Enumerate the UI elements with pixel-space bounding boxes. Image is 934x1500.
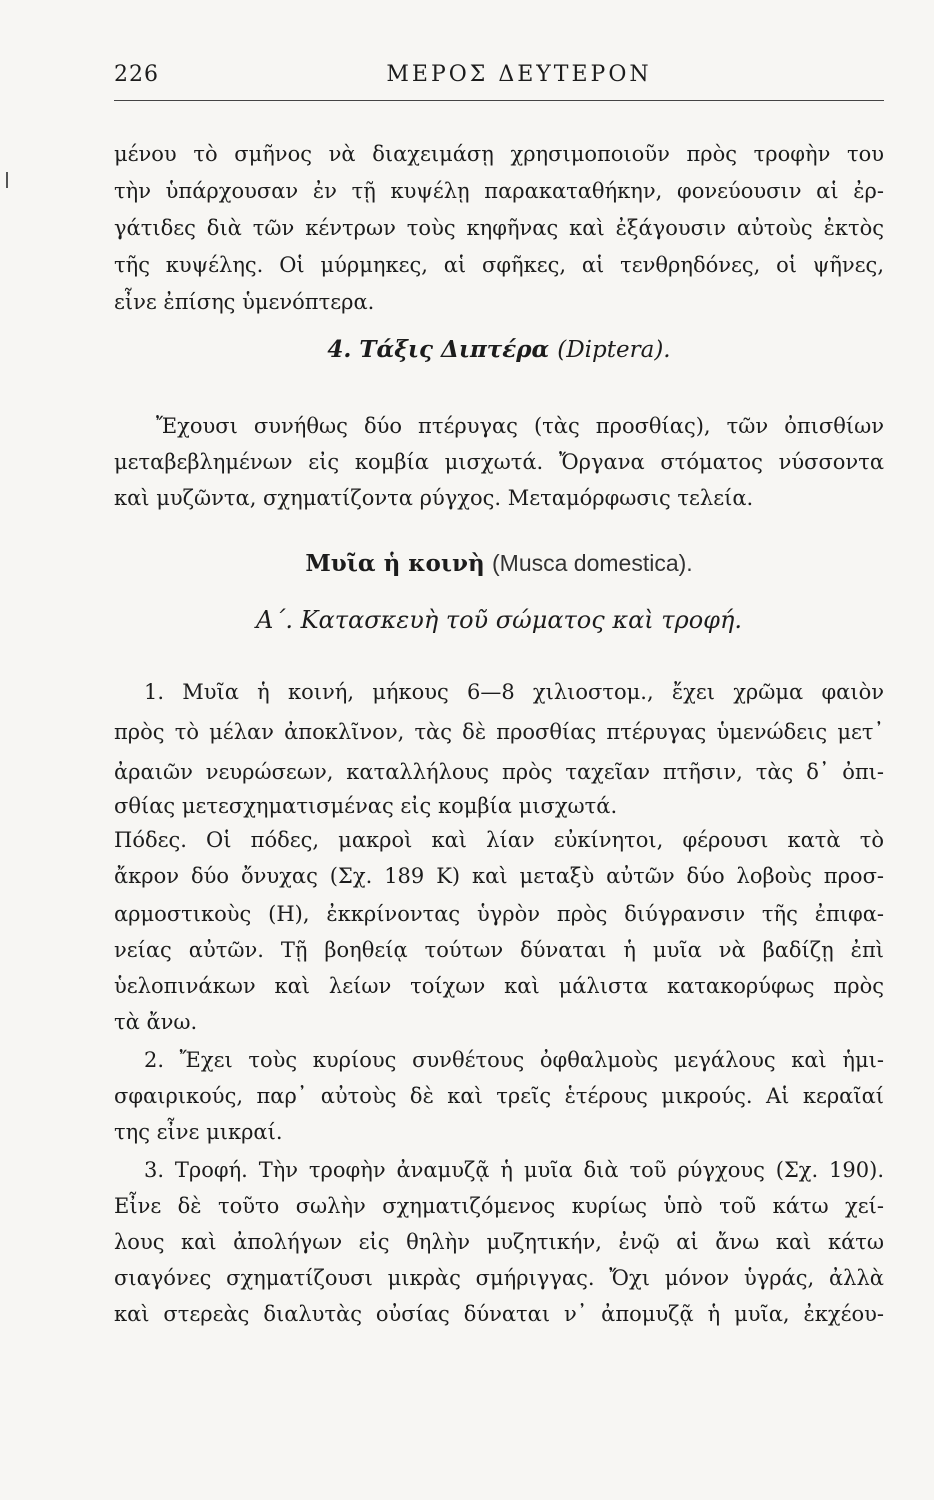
page-header xyxy=(114,62,884,96)
order-line-1: Ἔχουσι συνήθως δύο πτέρυγας (τὰς προσθίας), τῶν ὀπισθίων xyxy=(156,414,884,438)
body-line-7: αρμοστικοὺς (Η), ἐκκρίνοντας ὑγρὸν πρὸς διύγρανσιν τῆς ἐπιφα- xyxy=(114,902,884,926)
body-line-3: ἀραιῶν νευρώσεων, καταλλήλους πρὸς ταχεῖαν πτῆσιν, τὰς δ᾽ ὀπι- xyxy=(114,760,884,784)
order-line-3: καὶ μυζῶντα, σχηματίζοντα ρύγχος. Μεταμόρφωσις τελεία. xyxy=(114,486,754,510)
running-head: ΜΕΡΟΣ ΔΕΥΤΕΡΟΝ xyxy=(386,62,652,87)
intro-line-4: τῆς κυψέλης. Οἱ μύρμηκες, αἱ σφῆκες, αἱ τενθρηδόνες, οἱ ψῆνες, xyxy=(114,253,884,277)
body-line-10: τὰ ἄνω. xyxy=(114,1010,198,1034)
body-line-1: 1. Μυῖα ἡ κοινή, μήκους 6—8 χιλιοστομ., ἔχει χρῶμα φαιὸν xyxy=(144,680,884,704)
species-heading xyxy=(114,550,884,577)
body-line-18: καὶ στερεὰς διαλυτὰς οὐσίας δύναται ν᾽ ἀπομυζᾷ ἡ μυῖα, ἐκχέου- xyxy=(114,1302,884,1326)
order-heading-greek: 4. Τάξις Διπτέρα xyxy=(327,336,550,363)
intro-line-1: μένου τὸ σμῆνος νὰ διαχειμάσῃ χρησιμοποιοῦν πρὸς τροφὴν του xyxy=(114,142,884,166)
order-heading xyxy=(114,336,884,363)
body-line-9: ὑελοπινάκων καὶ λείων τοίχων καὶ μάλιστα κατακορύφως πρὸς xyxy=(114,974,884,998)
body-line-15: Εἶνε δὲ τοῦτο σωλὴν σχηματιζόμενος κυρίως ὑπὸ τοῦ κάτω χεί- xyxy=(114,1194,884,1218)
body-line-5: Πόδες. Οἱ πόδες, μακροὶ καὶ λίαν εὐκίνητοι, φέρουσι κατὰ τὸ xyxy=(114,828,884,852)
body-line-14: 3. Τροφή. Τὴν τροφὴν ἀναμυζᾷ ἡ μυῖα διὰ τοῦ ρύγχους (Σχ. 190). xyxy=(144,1158,884,1182)
body-line-16: λους καὶ ἀπολήγων εἰς θηλὴν μυζητικήν, ἐνῷ αἱ ἄνω καὶ κάτω xyxy=(114,1230,884,1254)
body-line-4: σθίας μετεσχηματισμένας εἰς κομβία μισχωτά. xyxy=(114,794,618,818)
intro-line-5: εἶνε ἐπίσης ὑμενόπτερα. xyxy=(114,290,375,314)
body-line-6: ἄκρον δύο ὄνυχας (Σχ. 189 Κ) καὶ μεταξὺ αὐτῶν δύο λοβοὺς προσ- xyxy=(114,864,884,888)
header-rule xyxy=(114,100,884,101)
species-heading-greek: Μυῖα ἡ κοινὴ xyxy=(305,550,485,577)
intro-line-3: γάτιδες διὰ τῶν κέντρων τοὺς κηφῆνας καὶ ἐξάγουσιν αὐτοὺς ἐκτὸς xyxy=(114,216,884,240)
order-heading-latin: (Diptera). xyxy=(557,337,671,363)
body-line-13: της εἶνε μικραί. xyxy=(114,1120,283,1144)
page-number: 226 xyxy=(114,62,159,87)
body-line-12: σφαιρικούς, παρ᾽ αὐτοὺς δὲ καὶ τρεῖς ἑτέρους μικρούς. Αἱ κεραῖαί xyxy=(114,1084,884,1108)
species-heading-latin: (Musca domestica). xyxy=(492,550,693,576)
margin-mark xyxy=(6,172,8,188)
body-line-2: πρὸς τὸ μέλαν ἀποκλῖνον, τὰς δὲ προσθίας πτέρυγας ὑμενώδεις μετ᾽ xyxy=(114,720,884,744)
order-line-2: μεταβεβλημένων εἰς κομβία μισχωτά. Ὄργανα στόματος νύσσοντα xyxy=(114,450,884,474)
section-heading: Α΄. Κατασκευὴ τοῦ σώματος καὶ τροφή. xyxy=(256,606,742,634)
body-line-8: νείας αὐτῶν. Τῇ βοηθείᾳ τούτων δύναται ἡ μυῖα νὰ βαδίζῃ ἐπὶ xyxy=(114,938,884,962)
intro-line-2: τὴν ὑπάρχουσαν ἐν τῇ κυψέλῃ παρακαταθήκην, φονεύουσιν αἱ ἐρ- xyxy=(114,179,884,203)
body-line-11: 2. Ἔχει τοὺς κυρίους συνθέτους ὀφθαλμοὺς μεγάλους καὶ ἡμι- xyxy=(144,1048,884,1072)
body-line-17: σιαγόνες σχηματίζουσι μικρὰς σμήριγγας. Ὄχι μόνον ὑγράς, ἀλλὰ xyxy=(114,1266,884,1290)
